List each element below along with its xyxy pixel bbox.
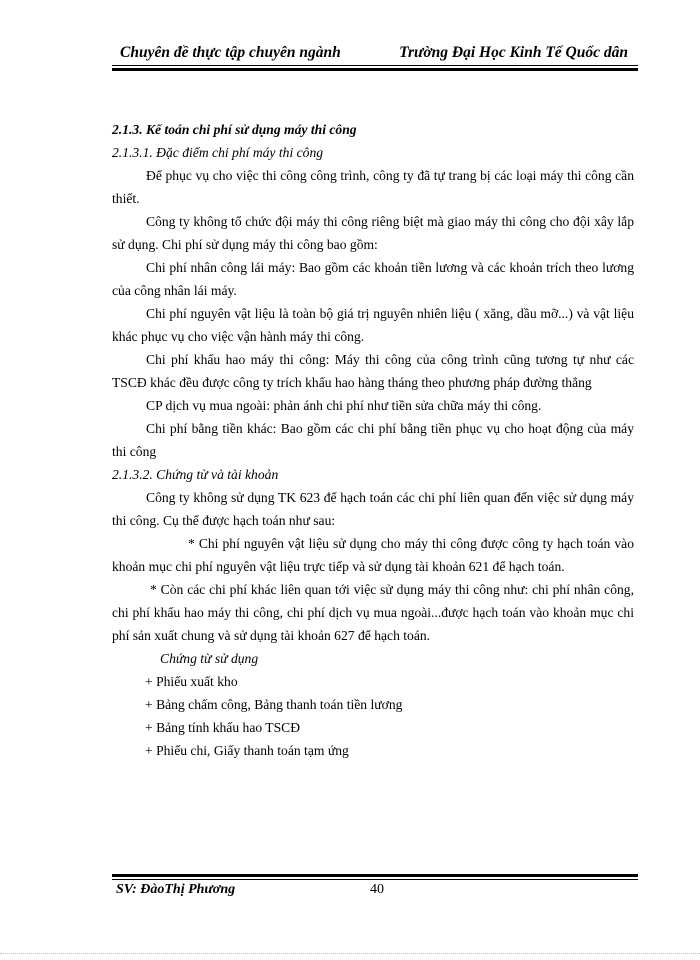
header-rule-thick <box>112 68 638 71</box>
header-rule-thin <box>112 65 638 66</box>
document-item: + Bảng tính khấu hao TSCĐ <box>145 720 301 735</box>
documents-heading: Chứng từ sử dụng <box>160 651 259 666</box>
subsection-title-2: 2.1.3.2. Chứng từ và tài khoản <box>112 467 279 482</box>
paragraph-2: Công ty không tổ chức đội máy thi công riêng biệt mà giao máy thi công cho đội xây lắp sử dụng. Chi phí sử dụng máy thi công bao gồm: <box>112 214 634 252</box>
page-header <box>112 44 638 66</box>
page-number: 40 <box>370 882 384 897</box>
paragraph-8: Công ty không sử dụng TK 623 để hạch toán các chi phí liên quan đến việc sử dụng máy thi công. Cụ thể được hạch toán như sau: <box>112 490 634 528</box>
paragraph-3: Chi phí nhân công lái máy: Bao gồm các khoản tiền lương và các khoản trích theo lương của công nhân lái máy. <box>112 260 634 298</box>
paragraph-1: Để phục vụ cho việc thi công công trình, công ty đã tự trang bị các loại máy thi công cần thiết. <box>112 168 634 206</box>
paragraph-10: * Còn các chi phí khác liên quan tới việc sử dụng máy thi công như: chi phí nhân công, chi phí khấu hao máy thi công, chi phí dịch vụ mua ngoài...được hạch toán vào khoản mục chi phí sản xuất chung và sử dụng tài khoản 627 để hạch toán. <box>112 582 634 643</box>
document-body <box>112 118 634 762</box>
document-item: + Phiếu chi, Giấy thanh toán tạm ứng <box>145 743 349 758</box>
header-university: Trường Đại Học Kinh Tế Quốc dân <box>399 44 628 61</box>
paragraph-7: Chi phí bằng tiền khác: Bao gồm các chi phí bằng tiền phục vụ cho hoạt động của máy thi công <box>112 421 634 459</box>
subsection-title-1: 2.1.3.1. Đặc điểm chi phí máy thi công <box>112 145 324 160</box>
paragraph-6: CP dịch vụ mua ngoài: phản ánh chi phí như tiền sửa chữa máy thi công. <box>146 398 542 413</box>
footer-rule-thin <box>112 879 638 880</box>
footer-rule-thick <box>112 874 638 877</box>
paragraph-4: Chi phí nguyên vật liệu là toàn bộ giá trị nguyên nhiên liệu ( xăng, dầu mỡ...) và vật liệu khác phục vụ cho việc vận hành máy thi công. <box>112 306 634 344</box>
header-course-title: Chuyên đề thực tập chuyên ngành <box>120 44 341 61</box>
paragraph-9: * Chi phí nguyên vật liệu sử dụng cho máy thi công được công ty hạch toán vào khoản mục chi phí nguyên vật liệu trực tiếp và sử dụng tài khoản 621 để hạch toán. <box>112 536 634 574</box>
footer-student-name: SV: ĐàoThị Phương <box>116 882 236 897</box>
paragraph-5: Chi phí khấu hao máy thi công: Máy thi công của công trình cũng tương tự như các TSCĐ khác đều được công ty trích khấu hao hàng tháng theo phương pháp đường thẳng <box>112 352 634 390</box>
document-item: + Phiếu xuất kho <box>145 674 238 689</box>
document-item: + Bảng chấm công, Bảng thanh toán tiền lương <box>145 697 403 712</box>
section-title: 2.1.3. Kế toán chi phí sử dụng máy thi công <box>112 122 357 137</box>
page-edge-divider <box>0 953 700 954</box>
